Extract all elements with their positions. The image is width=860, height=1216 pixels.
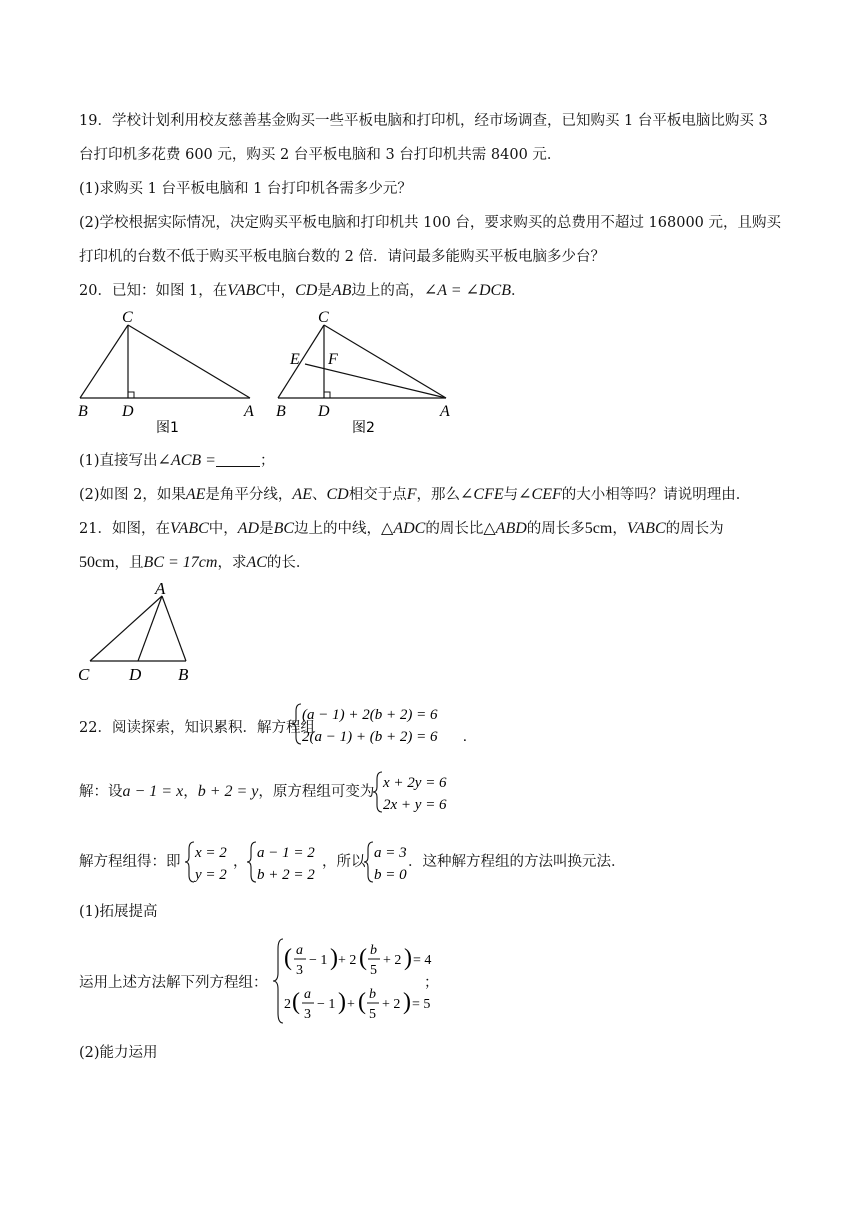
svg-text:): ) [403,989,411,1015]
equation-system-6 [272,935,442,1027]
svg-text:(a − 1) + 2(b + 2) = 6: (a − 1) + 2(b + 2) = 6 [302,707,438,723]
figure-q21 [72,578,212,688]
svg-text:3: 3 [304,1007,311,1022]
svg-text:.: . [463,729,467,745]
svg-text:− 1: − 1 [317,997,336,1012]
fig1-label-b: B [78,403,88,420]
equation-system-1 [292,700,472,748]
fig1-label-d: D [122,403,134,420]
angle-equation: ∠A = ∠DCB [423,282,511,299]
svg-text:(: ( [359,945,367,971]
q21-line-1: 21．如图，在VABC中，AD是BC边上的中线，△ADC的周长比△ABD的周长多5cm，VABC的周长为 [79,520,724,537]
equation-system-4 [247,838,327,886]
fig2-label-d: D [318,403,330,420]
fig1-label-a: A [244,403,254,420]
svg-text:b: b [369,987,376,1002]
svg-text:5: 5 [370,963,377,978]
svg-text:x + 2y = 6: x + 2y = 6 [383,775,447,791]
triangle-symbol: VABC [227,282,267,299]
q21-label-b: B [178,665,189,684]
svg-text:a: a [304,987,311,1002]
svg-text:a − 1 = 2: a − 1 = 2 [257,845,315,861]
svg-text:b + 2 = 2: b + 2 = 2 [257,867,315,883]
q19-part-2-line-1: (2)学校根据实际情况，决定购买平板电脑和打印机共 100 台，要求购买的总费用不超过 168000 元，且购买 [79,215,782,231]
svg-text:a = 3: a = 3 [374,845,407,861]
q22-solution-intro: 解：设a − 1 = x，b + 2 = y，原方程组可变为 [79,783,375,800]
svg-text:(: ( [284,945,292,971]
q22-part-2: (2)能力运用 [79,1045,158,1061]
q21-line-2: 50cm，且BC = 17cm，求AC的长． [79,554,311,571]
svg-text:b: b [370,943,377,958]
equation-system-5 [364,838,414,886]
svg-text:+ 2: + 2 [382,997,401,1012]
svg-text:+ 2: + 2 [338,953,357,968]
figure-1 [70,304,270,440]
q20-intro: 20．已知：如图 1，在VABC中，CD是AB边上的高，∠A = ∠DCB． [79,282,526,299]
svg-text:2(a − 1) + (b + 2) = 6: 2(a − 1) + (b + 2) = 6 [302,729,438,745]
fig2-label-e: E [290,351,300,368]
svg-text:y = 2: y = 2 [195,867,227,883]
equation-system-2 [373,768,463,816]
svg-text:): ) [330,945,338,971]
q22-apply: 运用上述方法解下列方程组： [79,975,268,991]
figure-2 [268,304,468,440]
fig1-caption: 图1 [156,420,179,436]
svg-text:3: 3 [296,963,303,978]
fig2-caption: 图2 [352,420,375,436]
svg-text:+ 2: + 2 [383,953,402,968]
svg-text:): ) [338,989,346,1015]
q19-line-1: 19．学校计划利用校友慈善基金购买一些平板电脑和打印机，经市场调查，已知购买 1 台平板电脑比购买 3 [79,113,768,129]
svg-text:x = 2: x = 2 [195,845,227,861]
svg-text:2x + y = 6: 2x + y = 6 [383,797,447,813]
q20-part-2: (2)如图 2，如果AE是角平分线，AE、CD相交于点F，那么∠CFE与∠CEF的大小相等吗？请说明理由． [79,486,751,503]
svg-text:a: a [296,943,303,958]
q22-result: 解方程组得：即 [79,854,181,870]
q19-part-2-line-2: 打印机的台数不低于购买平板电脑台数的 2 倍．请问最多能购买平板电脑多少台？ [79,249,605,265]
svg-text:): ) [404,945,412,971]
q21-label-a: A [155,579,166,598]
svg-text:5: 5 [369,1007,376,1022]
fig2-label-b: B [276,403,286,420]
answer-blank[interactable] [216,452,260,467]
q22-part-1: (1)拓展提高 [79,904,158,920]
fig2-label-f: F [328,351,338,368]
svg-text:(: ( [292,989,300,1015]
fig1-label-c: C [122,309,133,326]
svg-text:= 4: = 4 [413,953,432,968]
svg-text:− 1: − 1 [309,953,328,968]
fig2-label-a: A [440,403,450,420]
svg-text:= 5: = 5 [412,997,431,1012]
q21-label-d: D [129,665,142,684]
q20-part-1: (1)直接写出∠ACB = ； [79,452,275,469]
svg-text:+: + [347,997,355,1012]
svg-text:2: 2 [284,997,291,1012]
svg-text:b = 0: b = 0 [374,867,407,883]
q22-intro: 22．阅读探索，知识累积．解方程组 [79,720,315,736]
fig2-label-c: C [318,309,329,326]
svg-text:(: ( [358,989,366,1015]
q19-part-1: (1)求购买 1 台平板电脑和 1 台打印机各需多少元？ [79,181,412,197]
q19-line-2: 台打印机多花费 600 元，购买 2 台平板电脑和 3 台打印机共需 8400 元． [79,147,562,163]
q21-label-c: C [78,665,90,684]
